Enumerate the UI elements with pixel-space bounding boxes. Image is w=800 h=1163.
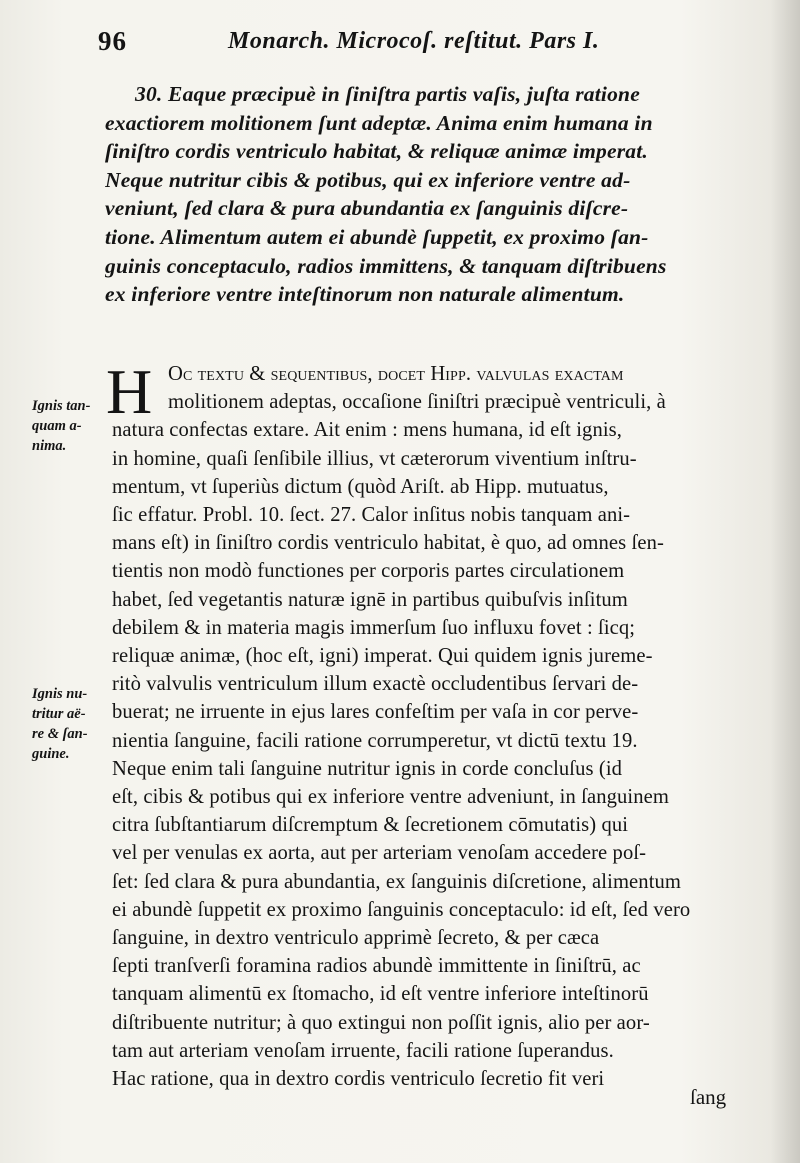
margin-note-line: Ignis tan- [32, 398, 91, 414]
drop-cap: H [106, 356, 153, 427]
margin-note-line: quam a- [32, 418, 82, 434]
commentary-line: nientia ſanguine, facili ratione corrumperetur, vt dictū textu 19. [112, 729, 638, 752]
commentary-line: vel per venulas ex aorta, aut per arteriam venoſam accedere poſ- [112, 842, 647, 865]
drop-cap-continuation: Oc textu & ſequentibus, docet Hipp. valvulas exactam [168, 363, 624, 385]
commentary-line: natura confectas extare. Ait enim : mens humana, id eſt ignis, [112, 419, 623, 442]
commentary-line: ritò valvulis ventriculum illum exactè occludentibus ſervari de- [112, 673, 639, 696]
commentary-line: citra ſubſtantiarum diſcremptum & ſecretionem cōmutatis) qui [112, 814, 629, 837]
quote-line: veniunt, ſed clara & pura abundantia ex ſanguinis diſcre- [105, 196, 629, 221]
commentary-line: mans eſt) in ſiniſtro cordis ventriculo habitat, è quo, ad omnes ſen- [112, 532, 664, 555]
commentary-line [112, 360, 738, 388]
commentary-line: Neque enim tali ſanguine nutritur ignis in corde concluſus (id [112, 757, 623, 780]
page-header [98, 20, 658, 60]
margin-note-line: guine. [32, 746, 70, 762]
quote-line: ex inferiore ventre inteſtinorum non naturale alimentum. [105, 282, 625, 307]
quote-line: 30. Eaque præcipuè in ſiniſtra partis vaſis, juſta ratione [135, 82, 640, 106]
catchword: ſang [690, 1085, 727, 1109]
commentary-text [106, 356, 738, 1093]
margin-note-line: tritur aë- [32, 706, 86, 722]
commentary-line: habet, ſed vegetantis naturæ ignē in partibus quibuſvis inſitum [112, 588, 628, 611]
margin-note-line: re & ſan- [32, 726, 88, 742]
commentary-line: debilem & in materia magis immerſum ſuo influxu fovet : ſicq; [112, 616, 636, 639]
commentary-line: ſet: ſed clara & pura abundantia, ex ſanguinis diſcretione, alimentum [112, 870, 682, 893]
page-edge-shadow [770, 0, 800, 1163]
commentary-line: tanquam alimentū ex ſtomacho, id eſt ventre inferiore inteſtinorū [112, 983, 649, 1006]
margin-note-line: Ignis nu- [32, 686, 88, 702]
commentary-line: ei abundè ſuppetit ex proximo ſanguinis conceptaculo: id eſt, ſed vero [112, 898, 691, 921]
commentary-line: in homine, quaſi ſenſibile illius, vt cæterorum viventium inſtru- [112, 447, 637, 470]
commentary-line: Hac ratione, qua in dextro cordis ventriculo ſecretio fit veri [112, 1068, 605, 1091]
page-number: 96 [98, 26, 127, 56]
commentary-line: tam aut arteriam venoſam irruente, facili ratione ſuperandus. [112, 1039, 614, 1062]
commentary-line: molitionem adeptas, occaſione ſiniſtri præcipuè ventriculi, à [168, 391, 666, 414]
quote-line: Neque nutritur cibis & potibus, qui ex inferiore ventre ad- [105, 167, 631, 192]
commentary-line: mentum, vt ſuperiùs dictum (quòd Ariſt. ab Hipp. mutuatus, [112, 475, 609, 498]
hippocrates-quote [105, 80, 737, 309]
quote-line: ſiniſtro cordis ventriculo habitat, & reliquæ animæ imperat. [105, 139, 648, 164]
commentary-line: tientis non modò functiones per corporis partes circulationem [112, 560, 625, 583]
commentary-line: ſanguine, in dextro ventriculo apprimè ſecreto, & per cæca [112, 927, 600, 950]
margin-note-ignis-nutritur [32, 684, 110, 764]
commentary-line: reliquæ animæ, (hoc eſt, igni) imperat. Qui quidem ignis jureme- [112, 645, 653, 668]
running-title: Monarch. Microcoſ. reſtitut. Pars I. [228, 28, 600, 54]
quote-line: guinis conceptaculo, radios immittens, & tanquam diſtribuens [105, 253, 667, 278]
margin-note-ignis-anima [32, 396, 110, 456]
quote-line: tione. Alimentum autem ei abundè ſuppetit, ex proximo ſan- [105, 224, 649, 249]
commentary-line: buerat; ne irruente in ejus lares confeſtim per vaſa in cor perve- [112, 701, 639, 724]
quote-line: exactiorem molitionem ſunt adeptæ. Anima enim humana in [105, 110, 653, 135]
commentary-line: ſepti tranſverſi foramina radios abundè immittente in ſiniſtrū, ac [112, 955, 641, 978]
commentary-line: diſtribuente nutritur; à quo extingui non poſſit ignis, alio per aor- [112, 1011, 650, 1034]
margin-note-line: nima. [32, 438, 67, 454]
commentary-line: ſic effatur. Probl. 10. ſect. 27. Calor inſitus nobis tanquam ani- [112, 504, 631, 527]
commentary-line: eſt, cibis & potibus qui ex inferiore ventre adveniunt, in ſanguinem [112, 786, 669, 809]
